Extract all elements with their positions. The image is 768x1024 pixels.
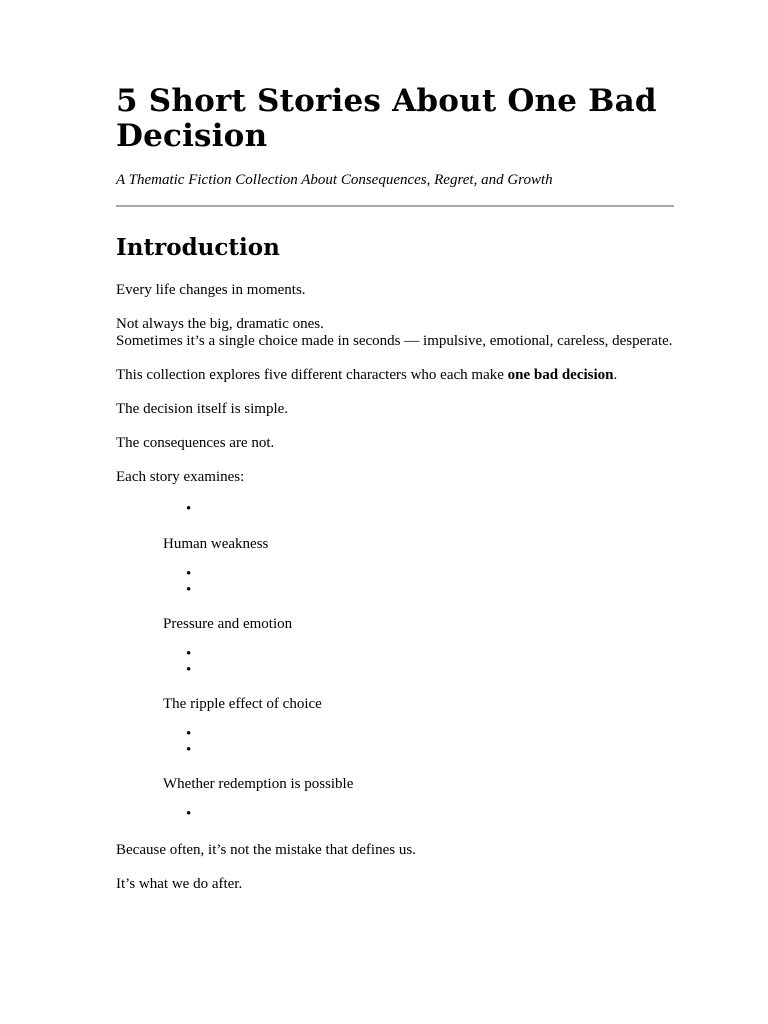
paragraph-5: The consequences are not. xyxy=(116,435,275,451)
paragraph-3 xyxy=(116,367,674,384)
paragraph-3-text: This collection explores five different characters who each make xyxy=(116,367,508,383)
horizontal-rule xyxy=(116,205,674,207)
list-item-3: The ripple effect of choice xyxy=(163,696,322,712)
paragraph-2-line-1: Not always the big, dramatic ones. xyxy=(116,316,324,332)
paragraph-4: The decision itself is simple. xyxy=(116,401,289,417)
list-item-2: Pressure and emotion xyxy=(163,616,293,632)
list-bullet xyxy=(186,808,674,824)
document-title: 5 Short Stories About One Bad Decision xyxy=(116,83,657,154)
list-bullet xyxy=(186,728,674,744)
document-subtitle: A Thematic Fiction Collection About Consequences, Regret, and Growth xyxy=(116,172,553,188)
paragraph-1: Every life changes in moments. xyxy=(116,282,306,298)
list-bullet xyxy=(186,503,674,519)
list-item-1: Human weakness xyxy=(163,536,269,552)
paragraph-7: Because often, it’s not the mistake that defines us. xyxy=(116,842,416,858)
list-bullet xyxy=(186,648,674,664)
topic-list xyxy=(116,503,674,824)
document-page xyxy=(116,84,674,893)
list-bullet xyxy=(186,744,674,760)
paragraph-2-line-2: Sometimes it’s a single choice made in seconds — impulsive, emotional, careless, desperate. xyxy=(116,333,673,349)
list-bullet xyxy=(186,584,674,600)
list-item-4: Whether redemption is possible xyxy=(163,776,354,792)
section-heading: Introduction xyxy=(116,234,280,261)
list-bullet xyxy=(186,664,674,680)
paragraph-8: It’s what we do after. xyxy=(116,876,243,892)
paragraph-6: Each story examines: xyxy=(116,469,245,485)
paragraph-3-emphasis: one bad decision xyxy=(507,367,614,383)
paragraph-3-period: . xyxy=(613,367,618,383)
list-bullet xyxy=(186,568,674,584)
